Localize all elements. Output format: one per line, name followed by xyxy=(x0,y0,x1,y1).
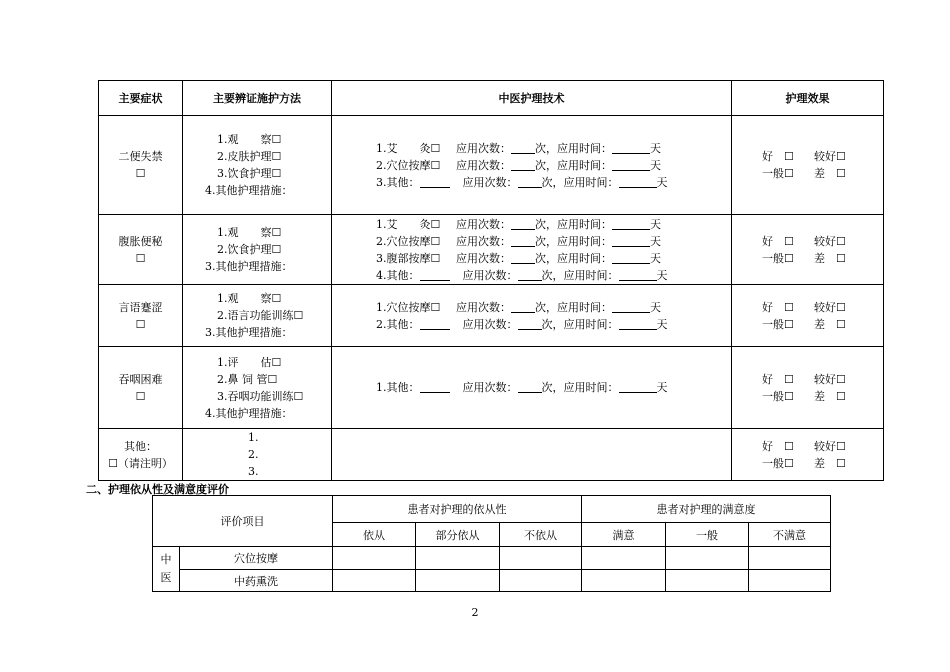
method-item[interactable]: 2.语言功能训练☐ xyxy=(217,309,304,322)
effect-row xyxy=(732,148,883,165)
symptom-row xyxy=(99,429,884,481)
freq-label: 应用次数： xyxy=(456,251,511,265)
technique-name[interactable]: 2.穴位按摩☐ xyxy=(376,158,441,172)
symptom-name: 二便失禁 xyxy=(118,150,163,163)
method-item[interactable]: 2. xyxy=(248,448,259,461)
count-blank[interactable] xyxy=(518,269,542,281)
header-symptom: 主要症状 xyxy=(99,81,183,116)
eval-item-fumigation: 中药熏洗 xyxy=(180,570,333,592)
technique-name[interactable]: 2.其他： xyxy=(376,317,420,331)
effect-row xyxy=(732,250,883,267)
effect-option[interactable]: 好 ☐ xyxy=(762,372,794,386)
symptom-name: 其他： xyxy=(124,439,157,453)
count-blank[interactable] xyxy=(511,159,535,171)
effect-cell xyxy=(732,215,884,285)
times-unit: 次，应用时间： xyxy=(541,317,619,331)
input-cell[interactable] xyxy=(500,547,582,570)
method-item[interactable]: 1.观 察☐ xyxy=(217,292,282,305)
other-blank[interactable] xyxy=(420,176,450,188)
freq-label: 应用次数： xyxy=(456,158,511,172)
effect-option[interactable]: 好 ☐ xyxy=(762,300,794,314)
duration-blank[interactable] xyxy=(612,235,650,247)
technique-line xyxy=(376,174,731,191)
header-effect: 护理效果 xyxy=(732,81,884,116)
input-cell[interactable] xyxy=(416,547,500,570)
duration-blank[interactable] xyxy=(619,381,657,393)
subheader-dissatisfied: 不满意 xyxy=(749,523,831,547)
days-unit: 天 xyxy=(656,381,668,394)
method-item[interactable]: 4.其他护理措施： xyxy=(205,184,293,197)
symptom-checkbox[interactable]: ☐ xyxy=(135,317,146,331)
symptom-row xyxy=(99,215,884,285)
effect-option[interactable]: 一般☐ xyxy=(762,456,794,470)
duration-blank[interactable] xyxy=(612,218,650,230)
times-unit: 次，应用时间： xyxy=(535,234,612,248)
symptom-name: 吞咽困难 xyxy=(118,372,163,386)
method-cell xyxy=(183,347,332,429)
input-cell[interactable] xyxy=(666,570,749,592)
days-unit: 天 xyxy=(650,158,661,172)
technique-line xyxy=(376,140,731,157)
symptom-cell xyxy=(99,285,183,347)
method-item[interactable]: 1.观 察☐ xyxy=(217,226,282,239)
symptom-checkbox[interactable]: ☐ xyxy=(135,251,146,265)
symptom-cell xyxy=(99,347,183,429)
symptom-checkbox[interactable]: ☐ xyxy=(135,389,146,403)
method-item[interactable]: 4.其他护理措施： xyxy=(205,406,293,420)
days-unit: 天 xyxy=(656,175,668,189)
compliance-satisfaction-table xyxy=(152,495,831,592)
freq-label: 应用次数： xyxy=(456,234,511,248)
technique-name[interactable]: 1.穴位按摩☐ xyxy=(376,300,441,314)
technique-cell xyxy=(332,429,732,481)
times-unit: 次，应用时间： xyxy=(535,217,612,231)
method-cell xyxy=(183,285,332,347)
group-label-tcm xyxy=(153,547,180,592)
effect-option[interactable]: 好 ☐ xyxy=(762,439,794,453)
times-unit: 次，应用时间： xyxy=(541,268,619,282)
symptom-row xyxy=(99,116,884,215)
effect-row xyxy=(732,165,883,182)
effect-option[interactable]: 差 ☐ xyxy=(814,389,846,403)
technique-name[interactable]: 2.穴位按摩☐ xyxy=(376,234,441,248)
freq-label: 应用次数： xyxy=(456,300,511,314)
method-item[interactable]: 1.观 察☐ xyxy=(217,133,282,146)
effect-row xyxy=(732,299,883,316)
effect-row xyxy=(732,371,883,388)
header-compliance: 患者对护理的依从性 xyxy=(333,496,582,523)
duration-blank[interactable] xyxy=(619,176,657,188)
duration-blank[interactable] xyxy=(612,142,650,154)
subheader-satisfied: 满意 xyxy=(582,523,666,547)
effect-cell xyxy=(732,347,884,429)
effect-option[interactable]: 好 ☐ xyxy=(762,150,794,163)
method-item[interactable]: 2.皮肤护理☐ xyxy=(217,150,282,163)
page-number: 2 xyxy=(471,606,479,619)
duration-blank[interactable] xyxy=(619,269,657,281)
input-cell[interactable] xyxy=(666,547,749,570)
freq-label: 应用次数： xyxy=(462,381,518,394)
freq-label: 应用次数： xyxy=(456,141,511,155)
technique-line xyxy=(376,379,731,396)
input-cell[interactable] xyxy=(333,547,416,570)
input-cell[interactable] xyxy=(416,570,500,592)
days-unit: 天 xyxy=(656,317,668,331)
count-blank[interactable] xyxy=(511,301,535,313)
other-blank[interactable] xyxy=(420,318,450,330)
input-cell[interactable] xyxy=(500,570,582,592)
symptom-name: 言语蹇涩 xyxy=(118,300,163,314)
effect-option[interactable]: 一般☐ xyxy=(762,167,794,180)
method-item[interactable]: 2.饮食护理☐ xyxy=(217,243,282,256)
effect-cell xyxy=(732,116,884,215)
effect-option[interactable]: 差 ☐ xyxy=(814,251,846,265)
days-unit: 天 xyxy=(650,217,661,231)
effect-row xyxy=(732,438,883,455)
method-cell xyxy=(183,116,332,215)
freq-label: 应用次数： xyxy=(456,217,511,231)
effect-option[interactable]: 较好☐ xyxy=(814,439,846,453)
section2-title: 二、护理依从性及满意度评价 xyxy=(86,483,229,496)
subheader-comply: 依从 xyxy=(333,523,416,547)
technique-name[interactable]: 1.艾 灸☐ xyxy=(376,141,441,155)
header-satisfaction: 患者对护理的满意度 xyxy=(582,496,831,523)
group-label-char: 医 xyxy=(160,571,172,584)
times-unit: 次，应用时间： xyxy=(535,158,612,172)
times-unit: 次，应用时间： xyxy=(535,251,612,265)
technique-name[interactable]: 3.其他： xyxy=(376,175,420,189)
technique-line xyxy=(376,299,731,316)
technique-name[interactable]: 4.其他： xyxy=(376,268,420,282)
count-blank[interactable] xyxy=(518,318,542,330)
effect-cell xyxy=(732,285,884,347)
header-technique: 中医护理技术 xyxy=(332,81,732,116)
technique-line xyxy=(376,250,731,267)
effect-option[interactable]: 较好☐ xyxy=(814,234,846,248)
effect-option[interactable]: 差 ☐ xyxy=(814,456,846,470)
method-cell xyxy=(183,215,332,285)
effect-option[interactable]: 差 ☐ xyxy=(814,167,846,180)
effect-option[interactable]: 一般☐ xyxy=(762,389,794,403)
symptom-cell xyxy=(99,116,183,215)
technique-name[interactable]: 3.腹部按摩☐ xyxy=(376,251,441,265)
input-cell[interactable] xyxy=(749,570,831,592)
method-item[interactable]: 2.鼻 饲 管☐ xyxy=(217,372,278,386)
eval-item-acupoint: 穴位按摩 xyxy=(180,547,333,570)
input-cell[interactable] xyxy=(749,547,831,570)
method-item[interactable]: 3.饮食护理☐ xyxy=(217,167,282,180)
subheader-partial: 部分依从 xyxy=(416,523,500,547)
technique-line xyxy=(376,216,731,233)
count-blank[interactable] xyxy=(511,235,535,247)
effect-row xyxy=(732,455,883,472)
symptom-cell xyxy=(99,429,183,481)
duration-blank[interactable] xyxy=(619,318,657,330)
header-eval-item: 评价项目 xyxy=(153,496,333,547)
symptom-checkbox[interactable]: ☐（请注明） xyxy=(108,456,173,470)
technique-line xyxy=(376,233,731,250)
input-cell[interactable] xyxy=(582,547,666,570)
symptom-row xyxy=(99,347,884,429)
duration-blank[interactable] xyxy=(612,252,650,264)
effect-row xyxy=(732,388,883,405)
method-item[interactable]: 3. xyxy=(248,465,259,478)
times-unit: 次，应用时间： xyxy=(541,381,619,394)
header-method: 主要辨证施护方法 xyxy=(183,81,332,116)
count-blank[interactable] xyxy=(511,142,535,154)
days-unit: 天 xyxy=(656,268,668,282)
effect-row xyxy=(732,316,883,333)
freq-label: 应用次数： xyxy=(462,268,518,282)
effect-option[interactable]: 好 ☐ xyxy=(762,234,794,248)
other-blank[interactable] xyxy=(420,269,450,281)
times-unit: 次，应用时间： xyxy=(535,141,612,155)
method-item[interactable]: 1.评 估☐ xyxy=(217,355,282,369)
technique-line xyxy=(376,267,731,284)
technique-name[interactable]: 1.其他： xyxy=(376,381,420,394)
effect-option[interactable]: 较好☐ xyxy=(814,300,846,314)
symptom-row xyxy=(99,285,884,347)
effect-cell xyxy=(732,429,884,481)
group-label-char: 中 xyxy=(160,553,172,566)
effect-option[interactable]: 一般☐ xyxy=(762,251,794,265)
technique-cell xyxy=(332,347,732,429)
count-blank[interactable] xyxy=(511,252,535,264)
count-blank[interactable] xyxy=(518,176,542,188)
effect-option[interactable]: 较好☐ xyxy=(814,372,846,386)
symptom-name: 腹胀便秘 xyxy=(118,234,163,248)
technique-line xyxy=(376,157,731,174)
technique-name[interactable]: 1.艾 灸☐ xyxy=(376,217,441,231)
method-item[interactable]: 3.其他护理措施： xyxy=(205,260,293,273)
days-unit: 天 xyxy=(650,234,661,248)
symptom-cell xyxy=(99,215,183,285)
count-blank[interactable] xyxy=(511,218,535,230)
other-blank[interactable] xyxy=(420,381,450,393)
days-unit: 天 xyxy=(650,141,661,155)
effect-option[interactable]: 一般☐ xyxy=(762,317,794,331)
nursing-effect-table xyxy=(98,80,884,481)
count-blank[interactable] xyxy=(518,381,542,393)
subheader-average: 一般 xyxy=(666,523,749,547)
method-cell xyxy=(183,429,332,481)
times-unit: 次，应用时间： xyxy=(535,300,612,314)
days-unit: 天 xyxy=(650,300,661,314)
input-cell[interactable] xyxy=(333,570,416,592)
freq-label: 应用次数： xyxy=(462,317,518,331)
technique-cell xyxy=(332,285,732,347)
effect-option[interactable]: 较好☐ xyxy=(814,150,846,163)
method-item[interactable]: 1. xyxy=(248,431,259,444)
symptom-checkbox[interactable]: ☐ xyxy=(135,167,146,180)
effect-row xyxy=(732,233,883,250)
subheader-noncomply: 不依从 xyxy=(500,523,582,547)
input-cell[interactable] xyxy=(582,570,666,592)
times-unit: 次，应用时间： xyxy=(541,175,619,189)
method-item[interactable]: 3.吞咽功能训练☐ xyxy=(217,389,304,403)
method-item[interactable]: 3.其他护理措施： xyxy=(205,326,293,339)
effect-option[interactable]: 差 ☐ xyxy=(814,317,846,331)
duration-blank[interactable] xyxy=(612,159,650,171)
duration-blank[interactable] xyxy=(612,301,650,313)
technique-cell xyxy=(332,215,732,285)
freq-label: 应用次数： xyxy=(462,175,518,189)
technique-cell xyxy=(332,116,732,215)
days-unit: 天 xyxy=(650,251,661,265)
technique-line xyxy=(376,316,731,333)
